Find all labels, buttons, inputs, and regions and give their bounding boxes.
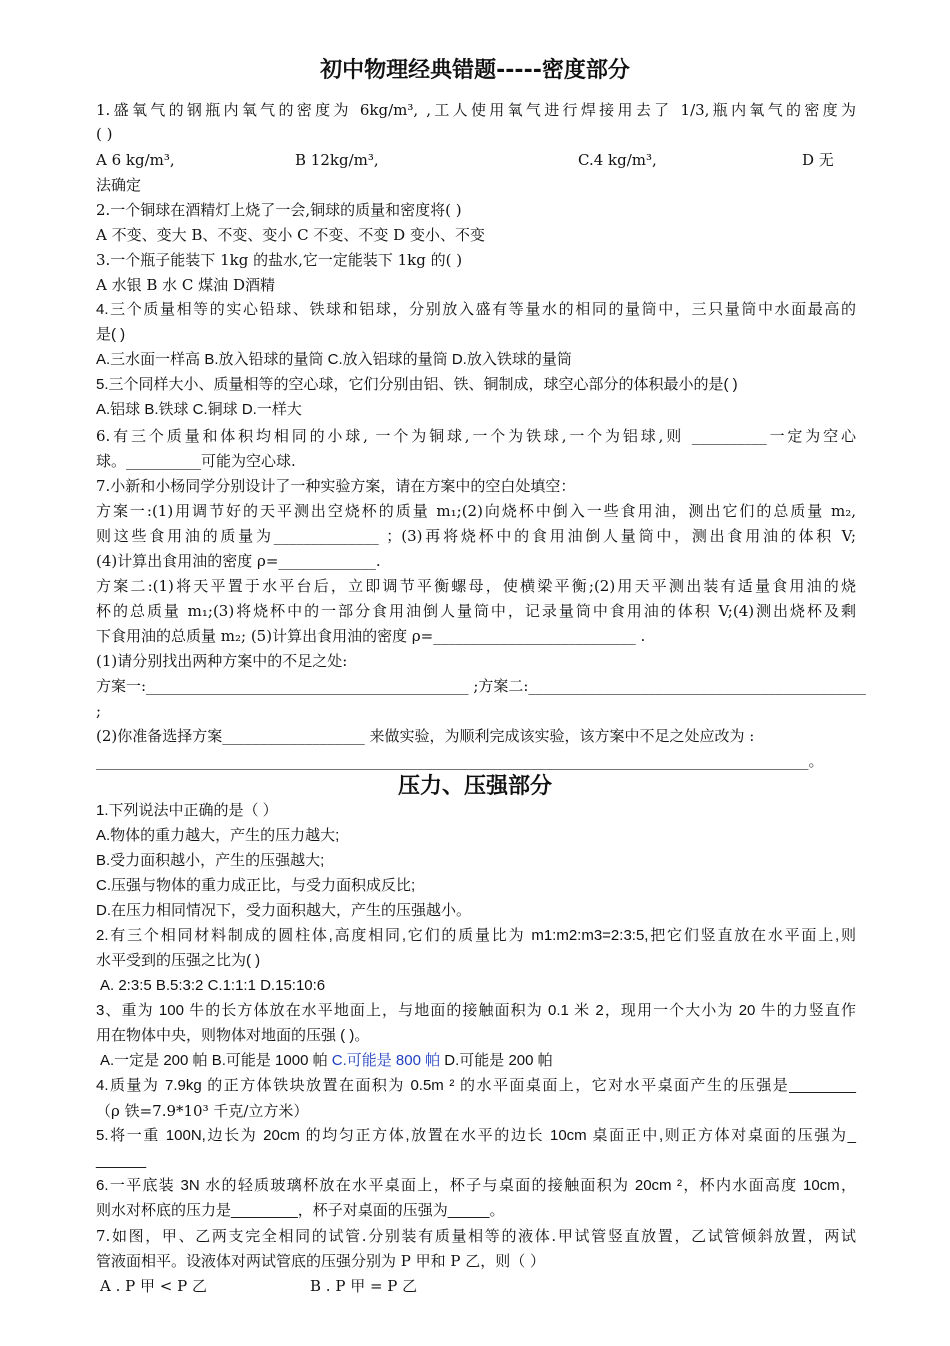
pressure-q2-text: 2.有三个相同材料制成的圆柱体,高度相同,它们的质量比为 m1:m2:m3=2:3:5,把它们竖直放在水平面上,则 <box>96 927 856 944</box>
pressure-q6-text-cont: 则水对杯底的压力是________，杯子对桌面的压强为_____。 <box>96 1202 505 1219</box>
pressure-q3-options-ab: A.一定是 200 帕 B.可能是 1000 帕 <box>100 1052 332 1069</box>
density-q2-text: 2.一个铜球在酒精灯上烧了一会,铜球的质量和密度将( ) <box>96 201 462 219</box>
pressure-q3-option-d: D.可能是 200 帕 <box>440 1052 553 1069</box>
density-q1-option-d-cont: 法确定 <box>96 176 142 194</box>
pressure-q7-text: 7.如图，甲、乙两支完全相同的试管.分别装有质量相等的液体.甲试管竖直放置，乙试管倾斜放置，两试 <box>96 1227 856 1245</box>
pressure-q1-option-c: C.压强与物体的重力成正比，与受力面积成反比; <box>96 877 416 894</box>
density-q6-text-cont: 球。__________可能为空心球. <box>96 452 296 470</box>
pressure-q7-option-a: A . P 甲 < P 乙 <box>100 1277 207 1295</box>
density-q7-plan2-step5: 下食用油的总质量 m₂; (5)计算出食用油的密度 ρ=___________________________ . <box>96 627 646 645</box>
density-q1-option-c: C.4 kg/m³, <box>578 151 657 169</box>
density-q7-plan1-step1: 方案一:(1)用调节好的天平测出空烧杯的质量 m₁;(2)向烧杯中倒入一些食用油，测出它们的总质量 m₂, <box>96 502 856 520</box>
density-q1-answer-blank: ( ) <box>96 125 113 143</box>
density-q6-text: 6.有三个质量和体积均相同的小球, 一个为铜球,一个为铁球,一个为铝球,则 __________一定为空心 <box>96 427 856 445</box>
pressure-q1-option-a: A.物体的重力越大，产生的压力越大; <box>96 827 340 844</box>
pressure-q4-given: （ρ 铁=7.9*10³ 千克/立方米） <box>96 1102 309 1120</box>
density-q7-subq2: (2)你准备选择方案___________________ 来做实验，为顺利完成该实验，该方案中不足之处应改为 : <box>96 727 755 745</box>
pressure-q2-options: A. 2:3:5 B.5:3:2 C.1:1:1 D.15:10:6 <box>100 977 326 994</box>
density-q7-plan2-step2: 杯的总质量 m₁;(3)将烧杯中的一部分食用油倒人量筒中，记录量筒中食用油的体积 V;(4)测出烧杯及剩 <box>96 602 856 620</box>
density-q7-intro: 7.小新和小杨同学分别设计了一种实验方案，请在方案中的空白处填空： <box>96 477 576 495</box>
pressure-q1-text: 1.下列说法中正确的是（ ） <box>96 802 278 819</box>
pressure-q3-text: 3、重为 100 牛的长方体放在水平地面上，与地面的接触面积为 0.1 米 2，现用一个大小为 20 牛的力竖直作 <box>96 1002 856 1019</box>
pressure-q1-option-b: B.受力面积越小，产生的压强越大; <box>96 852 325 869</box>
density-q7-subq1-blanks: 方案一:___________________________________________ ;方案二:_____________________________________________ <box>96 677 866 695</box>
density-q7-subq2-blank: _______________________________________________________________________________________________。 <box>96 752 824 770</box>
density-q1-option-d: D 无 <box>802 151 834 169</box>
density-q5-options: A.铝球 B.铁球 C.铜球 D.一样大 <box>96 401 302 418</box>
density-q1-option-b: B 12kg/m³, <box>295 151 379 169</box>
pressure-q5-text: 5.将一重 100N,边长为 20cm 的均匀正方体,放置在水平的边长 10cm 桌面正中,则正方体对桌面的压强为_ <box>96 1127 856 1144</box>
density-q4-options: A.三水面一样高 B.放入铅球的量筒 C.放入铝球的量筒 D.放入铁球的量筒 <box>96 351 572 368</box>
density-q3-text: 3.一个瓶子能装下 1kg 的盐水,它一定能装下 1kg 的( ) <box>96 251 463 269</box>
pressure-q1-option-d: D.在压力相同情况下，受力面积越大，产生的压强越小。 <box>96 902 472 919</box>
density-q3-options: A 水银 B 水 C 煤油 D酒精 <box>96 276 275 294</box>
density-section-title: 初中物理经典错题-----密度部分 <box>320 58 630 83</box>
density-q7-subq1: (1)请分别找出两种方案中的不足之处: <box>96 652 348 670</box>
pressure-q3-text-cont: 用在物体中央，则物体对地面的压强 ( )。 <box>96 1027 370 1044</box>
density-q4-text-cont: 是( ) <box>96 326 126 343</box>
pressure-q4-text: 4.质量为 7.9kg 的正方体铁块放置在面积为 0.5m ² 的水平面桌面上，它对水平桌面产生的压强是________ <box>96 1077 856 1094</box>
pressure-q7-option-b: B . P 甲 = P 乙 <box>310 1277 418 1295</box>
pressure-q3-option-c: C.可能是 800 帕 <box>331 1052 441 1069</box>
density-q7-plan2-step1: 方案二:(1)将天平置于水平台后，立即调节平衡螺母，使横梁平衡;(2)用天平测出装有适量食用油的烧 <box>96 577 856 595</box>
density-q1-text: 1.盛氧气的钢瓶内氧气的密度为 6kg/m³, ,工人使用氧气进行焊接用去了 1/3,瓶内氧气的密度为 <box>96 101 856 119</box>
density-q7-plan1-step2: 则这些食用油的质量为______________ ；(3)再将烧杯中的食用油倒人量筒中，测出食用油的体积 V; <box>96 527 856 545</box>
density-q7-subq1-end: ; <box>96 702 102 720</box>
pressure-q5-blank: ______ <box>96 1152 147 1169</box>
density-q1-option-a: A 6 kg/m³, <box>96 151 175 169</box>
density-q2-options: A 不变、变大 B、不变、变小 C 不变、不变 D 变小、不变 <box>96 226 485 244</box>
pressure-q3-options <box>100 1049 553 1073</box>
density-q5-text: 5.三个同样大小、质量相等的空心球，它们分别由铝、铁、铜制成，球空心部分的体积最小的是( ) <box>96 376 738 393</box>
density-q4-text: 4.三个质量相等的实心铅球、铁球和铝球，分别放入盛有等量水的相同的量筒中，三只量筒中水面最高的 <box>96 301 856 318</box>
pressure-section-title: 压力、压强部分 <box>397 774 552 799</box>
pressure-q6-text: 6.一平底装 3N 水的轻质玻璃杯放在水平桌面上，杯子与桌面的接触面积为 20cm ²，杯内水面高度 10cm， <box>96 1177 856 1194</box>
density-q7-plan1-step4: (4)计算出食用油的密度 ρ=_____________. <box>96 552 381 570</box>
pressure-q2-text-cont: 水平受到的压强之比为( ) <box>96 952 261 969</box>
pressure-q7-text-cont: 管液面相平。设液体对两试管底的压强分别为 P 甲和 P 乙，则（ ） <box>96 1252 546 1270</box>
